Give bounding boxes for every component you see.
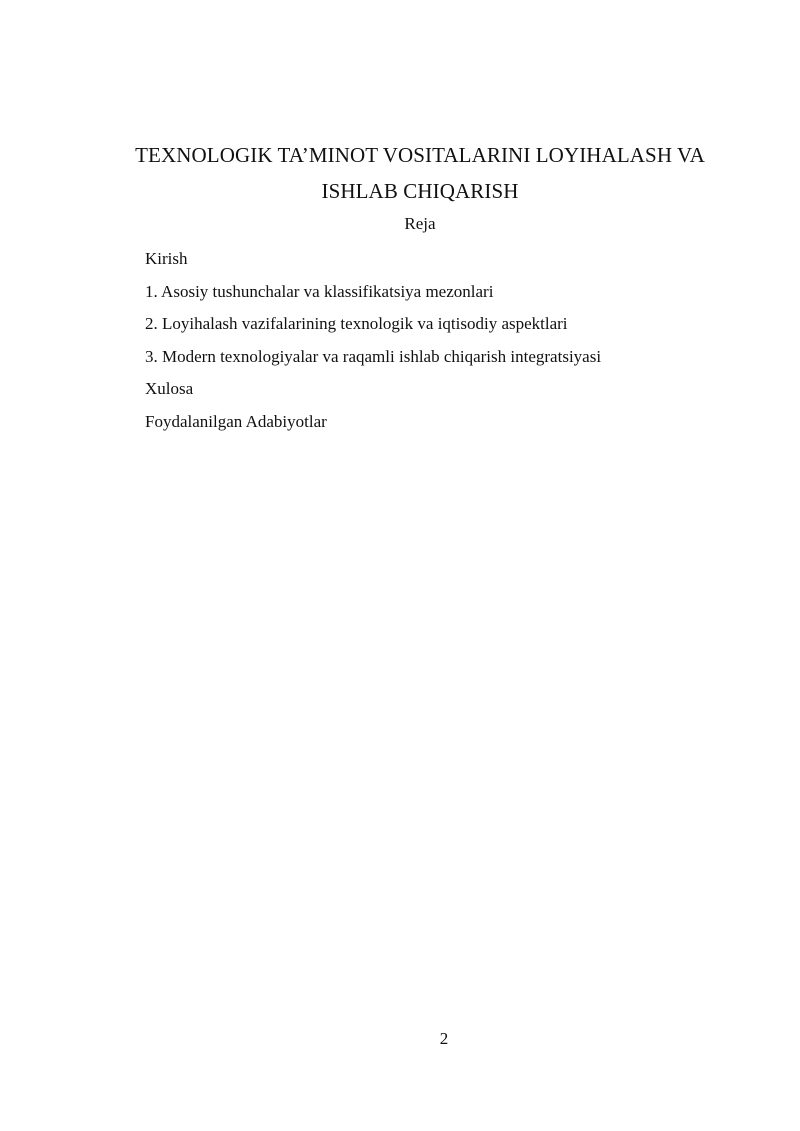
document-title bbox=[120, 137, 720, 209]
page-number: 2 bbox=[439, 1029, 449, 1048]
table-of-contents bbox=[145, 246, 601, 441]
toc-item-conclusion: Xulosa bbox=[145, 379, 194, 398]
title-line-1: TEXNOLOGIK TA’MINOT VOSITALARINI LOYIHALASH VA bbox=[135, 143, 705, 167]
toc-item-1: 1. Asosiy tushunchalar va klassifikatsiya mezonlari bbox=[145, 281, 494, 301]
toc-item-3: 3. Modern texnologiyalar va raqamli ishlab chiqarish integratsiyasi bbox=[145, 346, 602, 366]
title-line-2: ISHLAB CHIQARISH bbox=[321, 179, 519, 203]
toc-item-references: Foydalanilgan Adabiyotlar bbox=[145, 411, 327, 431]
toc-item-intro: Kirish bbox=[145, 249, 188, 268]
toc-item-2: 2. Loyihalash vazifalarining texnologik va iqtisodiy aspektlari bbox=[145, 314, 568, 333]
plan-heading: Reja bbox=[404, 214, 436, 233]
